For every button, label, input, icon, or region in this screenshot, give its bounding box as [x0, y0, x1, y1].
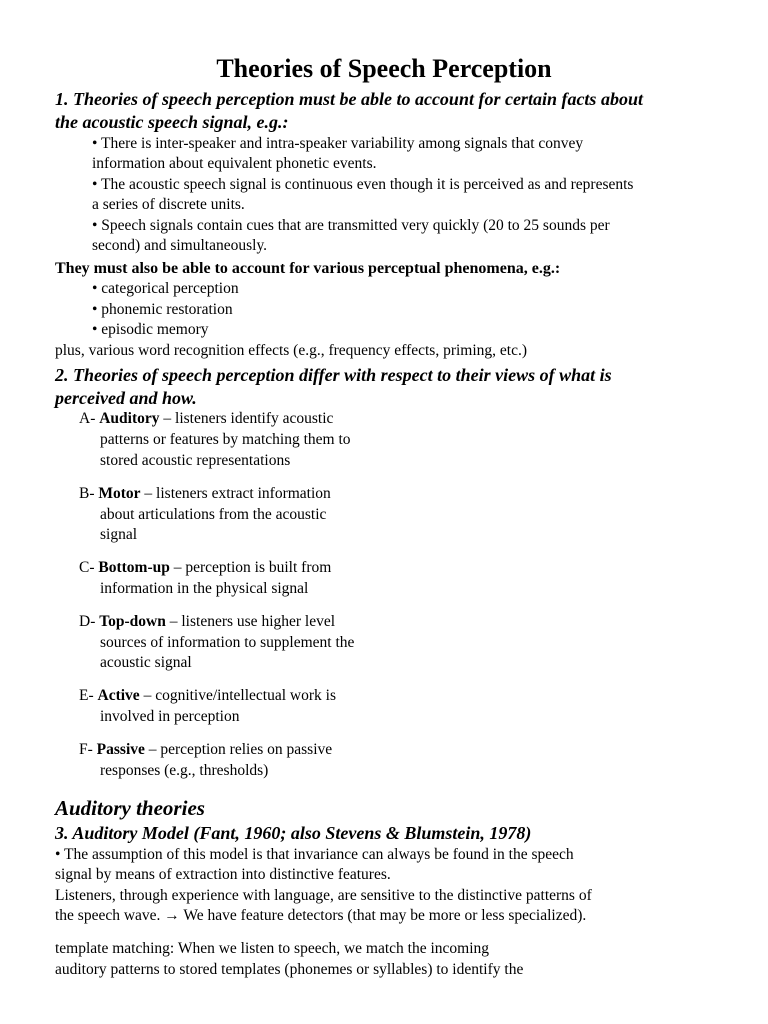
theory-term: Bottom-up [98, 559, 170, 576]
theory-item-c: C- Bottom-up – perception is built from [79, 559, 332, 576]
theory-term: Motor [98, 485, 141, 502]
theory-item-a: A- Auditory – listeners identify acoustic [79, 410, 334, 427]
theory-item-b-line-3: signal [100, 526, 138, 543]
fact-bullet-2-line-2: a series of discrete units. [92, 196, 245, 213]
section-3-line-4: the speech wave. → We have feature detectors (that may be more or less specialized). [55, 907, 587, 924]
theory-item-a-line-3: stored acoustic representations [100, 452, 291, 469]
phenomenon-item: • phonemic restoration [92, 301, 233, 318]
fact-bullet-1-line-1: • There is inter-speaker and intra-speaker variability among signals that convey [92, 135, 584, 152]
fact-bullet-1-line-2: information about equivalent phonetic events. [92, 155, 377, 172]
section-3-line-2: signal by means of extraction into distinctive features. [55, 866, 391, 883]
theory-term: Active [97, 687, 140, 704]
theory-item-b-line-2: about articulations from the acoustic [100, 506, 327, 523]
theory-item-c-line-2: information in the physical signal [100, 580, 309, 597]
section-3-line-5: template matching: When we listen to speech, we match the incoming [55, 940, 490, 957]
theory-item-a-line-2: patterns or features by matching them to [100, 431, 351, 448]
fact-bullet-3-line-1: • Speech signals contain cues that are transmitted very quickly (20 to 25 sounds per [92, 217, 610, 234]
theory-term: Top-down [99, 613, 166, 630]
section-3-line-6: auditory patterns to stored templates (phonemes or syllables) to identify the [55, 961, 524, 978]
theory-term: Passive [96, 741, 145, 758]
page-title: Theories of Speech Perception [216, 54, 552, 83]
theory-item-d: D- Top-down – listeners use higher level [79, 613, 336, 630]
phenomenon-item: • categorical perception [92, 280, 239, 297]
theory-item-f-line-2: responses (e.g., thresholds) [100, 762, 269, 779]
theory-item-e-line-2: involved in perception [100, 708, 240, 725]
section-3-line-3: Listeners, through experience with language, are sensitive to the distinctive patterns of [55, 887, 592, 904]
theory-term: Auditory [99, 410, 160, 427]
theory-item-d-line-3: acoustic signal [100, 654, 192, 671]
fact-bullet-2-line-1: • The acoustic speech signal is continuous even though it is perceived as and represents [92, 176, 634, 193]
fact-bullet-3-line-2: second) and simultaneously. [92, 237, 268, 254]
theory-item-e: E- Active – cognitive/intellectual work is [79, 687, 336, 704]
word-recognition-line: plus, various word recognition effects (e.g., frequency effects, priming, etc.) [55, 342, 528, 359]
phenomena-heading: They must also be able to account for various perceptual phenomena, e.g.: [55, 260, 561, 277]
theory-item-f: F- Passive – perception relies on passive [79, 741, 333, 758]
section-2-heading-line-1: 2. Theories of speech perception differ with respect to their views of what is [55, 365, 612, 385]
phenomenon-item: • episodic memory [92, 321, 209, 338]
section-3-heading: 3. Auditory Model (Fant, 1960; also Stevens & Blumstein, 1978) [55, 823, 532, 843]
section-2-heading-line-2: perceived and how. [55, 388, 197, 408]
auditory-theories-heading: Auditory theories [55, 796, 205, 820]
section-3-line-1: • The assumption of this model is that invariance can always be found in the speech [55, 846, 574, 863]
section-1-heading-line-1: 1. Theories of speech perception must be able to account for certain facts about [55, 89, 643, 109]
section-1-heading-line-2: the acoustic speech signal, e.g.: [55, 112, 289, 132]
theory-item-d-line-2: sources of information to supplement the [100, 634, 355, 651]
theory-item-b: B- Motor – listeners extract information [79, 485, 331, 502]
